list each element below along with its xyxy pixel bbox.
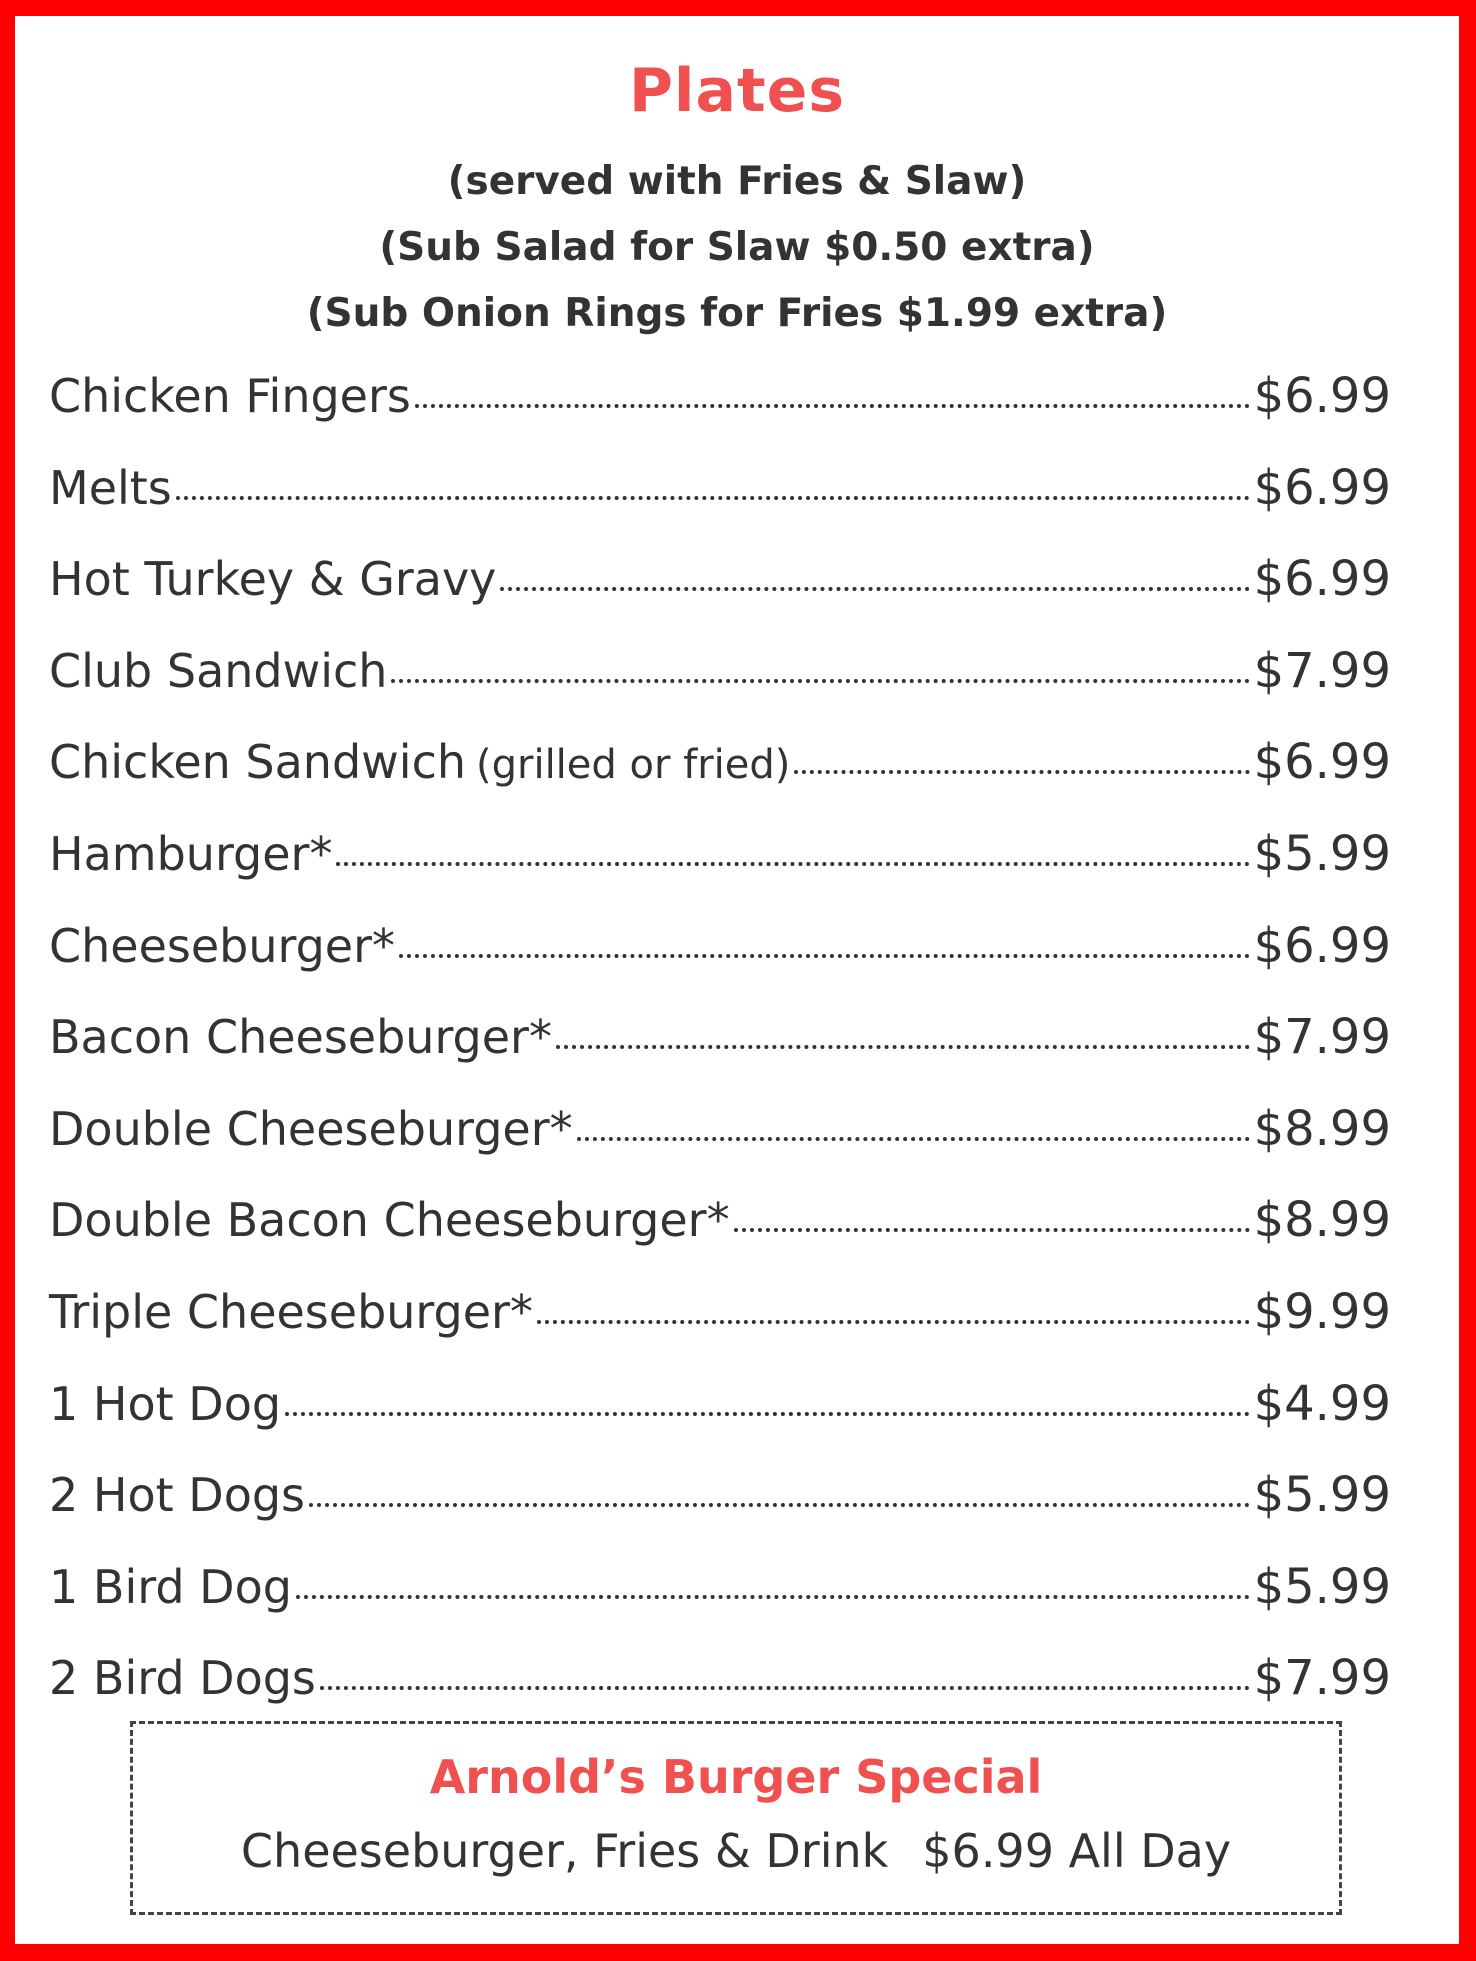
menu-item-price: $7.99 bbox=[1253, 1009, 1391, 1066]
dot-leader bbox=[399, 954, 1250, 958]
menu-item-price: $7.99 bbox=[1253, 1650, 1391, 1707]
special-box bbox=[130, 1721, 1342, 1915]
menu-item-price: $5.99 bbox=[1253, 825, 1391, 882]
dot-leader bbox=[577, 1137, 1250, 1141]
menu-item-name: Chicken Sandwich bbox=[49, 735, 467, 790]
menu-item bbox=[49, 918, 1391, 1010]
menu-item-price: $6.99 bbox=[1253, 459, 1391, 516]
menu-page bbox=[15, 16, 1459, 1944]
menu-item bbox=[49, 1467, 1391, 1559]
special-description-line bbox=[133, 1824, 1339, 1878]
menu-item-name: Hamburger* bbox=[49, 826, 333, 881]
dot-leader bbox=[336, 862, 1249, 866]
menu-item bbox=[49, 551, 1391, 643]
menu-item-price: $6.99 bbox=[1253, 917, 1391, 974]
dot-leader bbox=[320, 1686, 1250, 1690]
menu-item-price: $6.99 bbox=[1253, 368, 1391, 424]
menu-item bbox=[49, 826, 1391, 918]
menu-item bbox=[49, 460, 1391, 552]
dot-leader bbox=[176, 496, 1250, 500]
menu-item-note: (grilled or fried) bbox=[476, 742, 791, 789]
menu-item-name: Double Bacon Cheeseburger* bbox=[49, 1193, 730, 1248]
menu-item-price: $6.99 bbox=[1253, 551, 1391, 608]
menu-item bbox=[49, 643, 1391, 735]
menu-item bbox=[49, 1009, 1391, 1101]
dot-leader bbox=[734, 1228, 1250, 1232]
menu-item-name: Triple Cheeseburger* bbox=[49, 1284, 533, 1339]
dot-leader bbox=[556, 1045, 1250, 1049]
menu-item-name: 2 Bird Dogs bbox=[49, 1651, 316, 1706]
menu-item bbox=[49, 1284, 1391, 1376]
menu-item-price: $5.99 bbox=[1253, 1467, 1391, 1524]
menu-item bbox=[49, 1192, 1391, 1284]
menu-item-price: $5.99 bbox=[1253, 1558, 1391, 1615]
menu-item-name: Double Cheeseburger* bbox=[49, 1101, 573, 1156]
menu-item-name: 1 Bird Dog bbox=[49, 1559, 292, 1614]
menu-item-price: $4.99 bbox=[1253, 1375, 1391, 1432]
dot-leader bbox=[537, 1320, 1250, 1324]
menu-note: (served with Fries & Slaw) bbox=[447, 159, 1027, 204]
dot-leader bbox=[500, 587, 1249, 591]
menu-note: (Sub Salad for Slaw $0.50 extra) bbox=[379, 225, 1095, 270]
menu-item-price: $7.99 bbox=[1253, 642, 1391, 699]
dot-leader bbox=[794, 770, 1249, 774]
menu-item-name: 1 Hot Dog bbox=[49, 1376, 282, 1431]
dot-leader bbox=[415, 404, 1250, 408]
special-price: $6.99 All Day bbox=[922, 1824, 1232, 1878]
menu-title: Plates bbox=[628, 56, 846, 126]
menu-item bbox=[49, 1101, 1391, 1193]
menu-item-list bbox=[49, 368, 1391, 1742]
menu-item-name: Hot Turkey & Gravy bbox=[49, 552, 497, 607]
special-title: Arnold’s Burger Special bbox=[429, 1750, 1043, 1804]
menu-item-price: $8.99 bbox=[1253, 1100, 1391, 1157]
special-description: Cheeseburger, Fries & Drink bbox=[240, 1824, 889, 1878]
menu-item-name: Bacon Cheeseburger* bbox=[49, 1010, 552, 1065]
dot-leader bbox=[391, 679, 1249, 683]
menu-item-name: 2 Hot Dogs bbox=[49, 1468, 306, 1523]
menu-item-name: Club Sandwich bbox=[49, 643, 388, 698]
menu-note: (Sub Onion Rings for Fries $1.99 extra) bbox=[306, 291, 1168, 336]
menu-item-price: $8.99 bbox=[1253, 1192, 1391, 1249]
menu-item bbox=[49, 734, 1391, 826]
dot-leader bbox=[309, 1503, 1250, 1507]
menu-item bbox=[49, 1559, 1391, 1651]
menu-item-price: $9.99 bbox=[1253, 1283, 1391, 1340]
dot-leader bbox=[285, 1412, 1250, 1416]
menu-item-price: $6.99 bbox=[1253, 734, 1391, 791]
menu-item-name: Cheeseburger* bbox=[49, 918, 396, 973]
menu-notes bbox=[15, 149, 1459, 347]
menu-item bbox=[49, 1376, 1391, 1468]
menu-item bbox=[49, 368, 1391, 460]
menu-item-name: Melts bbox=[49, 460, 172, 515]
menu-item-name: Chicken Fingers bbox=[49, 369, 411, 423]
dot-leader bbox=[296, 1595, 1250, 1599]
